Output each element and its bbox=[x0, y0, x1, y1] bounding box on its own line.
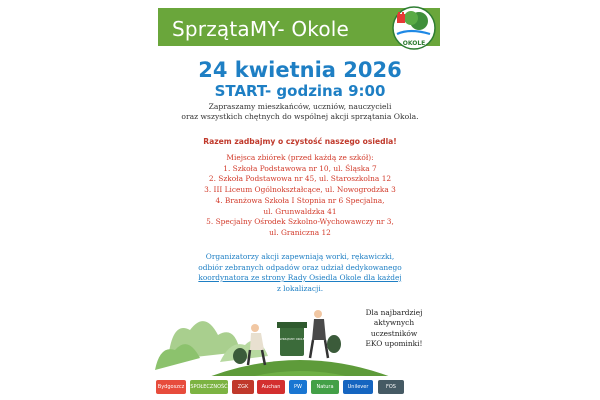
places-heading: Miejsca zbiórek (przed każdą ze szkół): bbox=[226, 153, 374, 162]
organizers-line: z lokalizacji. bbox=[276, 283, 324, 293]
sponsor-name: Auchan bbox=[261, 384, 281, 390]
organizers-line: Organizatorzy akcji zapewniają worki, rękawiczki, bbox=[205, 252, 395, 261]
sponsor-logo bbox=[156, 380, 186, 394]
reward-line: aktywnych bbox=[373, 318, 415, 328]
volunteer-right-icon bbox=[310, 310, 341, 358]
sponsor-name: SPOŁECZNOŚĆ bbox=[190, 384, 228, 390]
place-item: 1. Szkoła Podstawowa nr 10, ul. Śląska 7 bbox=[223, 163, 377, 173]
reward-line: uczestników bbox=[370, 328, 418, 338]
sponsor-name: FOS bbox=[386, 384, 396, 390]
poster-title: SprzątaMY- Okole bbox=[172, 17, 350, 41]
invitation-text bbox=[164, 102, 436, 122]
bin-label: SPRZĄTAMY OKOLE bbox=[279, 338, 305, 341]
sponsor-logo bbox=[378, 380, 404, 394]
trash-bin-icon bbox=[277, 322, 307, 356]
meeting-places bbox=[168, 153, 432, 239]
organizers-info bbox=[168, 252, 432, 294]
okole-logo-icon bbox=[388, 4, 438, 52]
invitation-line: oraz wszystkich chętnych do wspólnej akcji sprzątania Okola. bbox=[181, 112, 419, 121]
sponsor-name: Unilever bbox=[347, 384, 369, 390]
organizers-line: odbiór zebranych odpadów oraz udział dedykowanego bbox=[198, 262, 402, 272]
sponsor-strip bbox=[150, 376, 450, 400]
sponsor-name: Natura bbox=[316, 384, 334, 390]
sponsor-name: Bydgoszcz bbox=[157, 384, 185, 390]
organizers-line: koordynatora ze strony Rady Osiedla Okole dla każdej bbox=[198, 273, 402, 282]
place-item: ul. Grunwaldzka 41 bbox=[263, 206, 337, 216]
sponsor-logo bbox=[343, 380, 373, 394]
sponsor-logo bbox=[289, 380, 307, 394]
sponsor-logo bbox=[257, 380, 285, 394]
place-item: 3. III Liceum Ogólnokształcące, ul. Nowogrodzka 3 bbox=[204, 185, 396, 195]
reward-line: Dla najbardziej bbox=[365, 308, 423, 317]
logo-text: OKOLE bbox=[402, 40, 426, 47]
sponsor-name: ZGK bbox=[237, 384, 249, 390]
place-item: 4. Branżowa Szkoła I Stopnia nr 6 Specjalna, bbox=[215, 195, 385, 205]
sponsor-logo bbox=[232, 380, 254, 394]
sponsor-logo bbox=[190, 380, 228, 394]
reward-info bbox=[346, 308, 442, 350]
slogan: Razem zadbajmy o czystość naszego osiedla! bbox=[203, 137, 397, 146]
place-item: 2. Szkoła Podstawowa nr 45, ul. Staroszkolna 12 bbox=[208, 174, 392, 184]
sponsor-logo bbox=[311, 380, 339, 394]
poster bbox=[150, 0, 450, 400]
place-item: 5. Specjalny Ośrodek Szkolno-Wychowawczy nr 3, bbox=[206, 217, 394, 227]
event-start-time: START- godzina 9:00 bbox=[214, 82, 386, 100]
place-item: ul. Graniczna 12 bbox=[269, 227, 331, 237]
event-date: 24 kwietnia 2026 bbox=[198, 58, 402, 82]
invitation-line: Zapraszamy mieszkańców, uczniów, nauczycieli bbox=[208, 102, 392, 111]
reward-line: EKO upominki! bbox=[365, 339, 423, 349]
sponsor-name: PW bbox=[294, 384, 302, 390]
